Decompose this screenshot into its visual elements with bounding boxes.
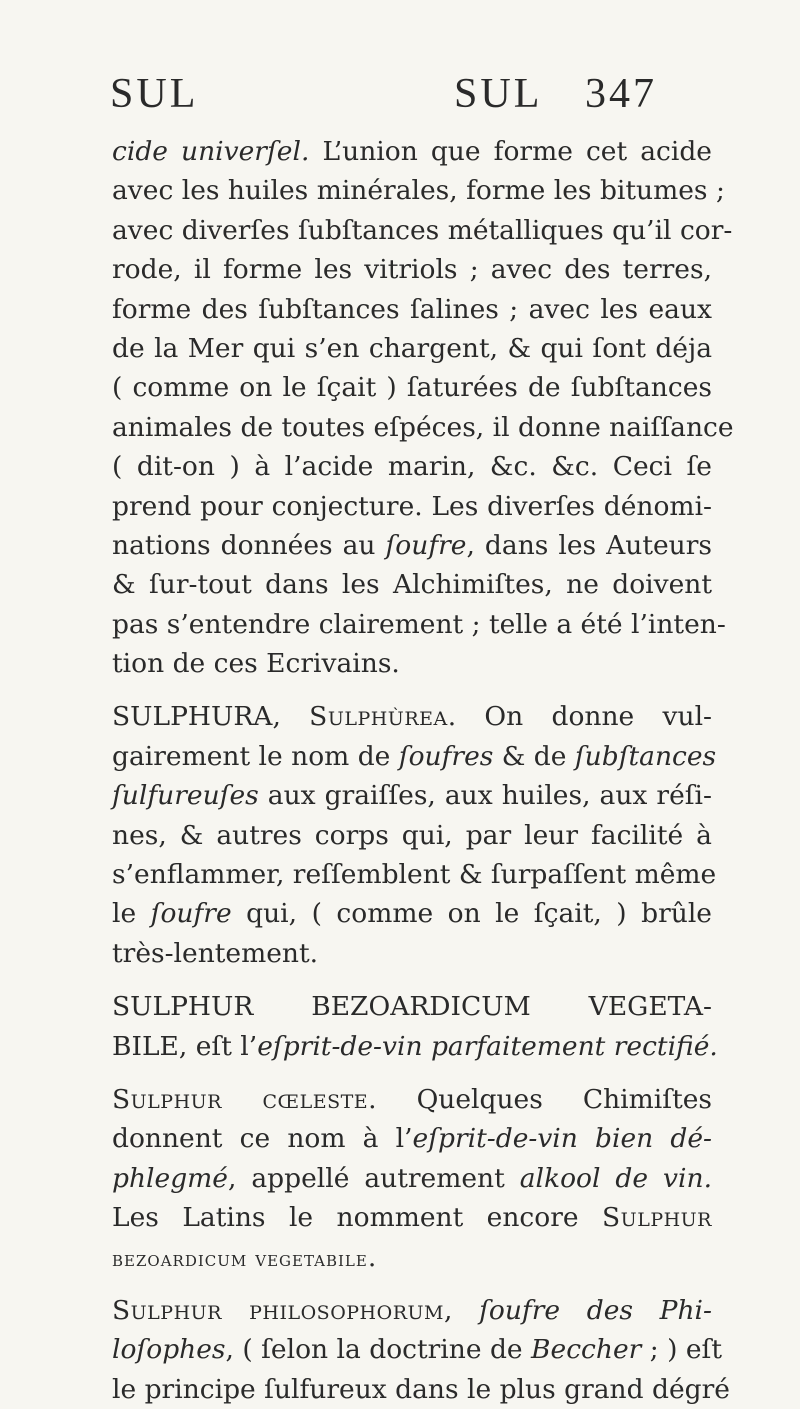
text-run: ſoufre <box>150 898 232 930</box>
text-run: & de <box>493 740 575 772</box>
text-run: Sulphur philosophorum <box>112 1294 444 1326</box>
text-run: ſoufre <box>385 529 467 561</box>
text-run: , appellé autrement <box>227 1162 520 1194</box>
text-run: BILE, eſt l’ <box>112 1030 258 1062</box>
text-line <box>112 171 725 210</box>
paragraph-p5 <box>112 1291 730 1409</box>
text-line <box>112 737 717 776</box>
text-line <box>112 368 712 407</box>
text-run: phlegmé <box>112 1162 228 1194</box>
text-run: . Quelques Chimiſtes <box>368 1083 712 1115</box>
text-run: ſulfureuſes <box>112 780 259 812</box>
text-run: de la Mer qui s’en chargent, & qui ſont déja <box>112 332 712 364</box>
text-line <box>112 408 734 447</box>
text-line <box>112 605 726 644</box>
text-line <box>112 1027 718 1066</box>
text-run: nes, & autres corps qui, par leur facilité à <box>112 819 712 851</box>
text-run: loſophes <box>112 1334 226 1366</box>
paragraph-p4 <box>112 1080 712 1277</box>
text-run: ; ) eſt <box>641 1334 722 1366</box>
text-line <box>112 1291 712 1330</box>
text-run: aux graiſſes, aux huiles, aux réſi- <box>258 780 712 812</box>
text-line <box>112 487 712 526</box>
text-run: forme des ſubſtances ſalines ; avec les eaux <box>112 293 712 325</box>
text-line <box>112 934 712 973</box>
text-run: , ( ſelon la doctrine de <box>225 1334 532 1366</box>
text-line <box>112 776 712 815</box>
text-line <box>112 1159 712 1198</box>
text-run: s’enflammer, reſſemblent & ſurpaſſent même <box>112 859 717 891</box>
text-run: rode, il forme les vitriols ; avec des terres, <box>112 254 712 286</box>
text-line <box>112 211 733 250</box>
text-line <box>112 447 712 486</box>
text-run: Beccher <box>531 1334 642 1366</box>
text-run: L’union que forme cet acide <box>309 136 712 167</box>
text-run: , <box>443 1294 480 1326</box>
text-run: bezoardicum vegetabile <box>112 1246 368 1272</box>
text-run: alkool de vin. <box>519 1162 712 1194</box>
text-line <box>112 526 712 565</box>
text-run: animales de toutes eſpéces, il donne naiſſance <box>112 411 734 443</box>
text-run: très-lentement. <box>112 937 319 969</box>
text-run: Sulphur cœleste <box>112 1083 369 1115</box>
text-run: le principe ſulfureux dans le plus grand dégré <box>112 1373 730 1405</box>
text-line <box>112 987 712 1026</box>
text-run: prend pour conjecture. Les diverſes dénomi- <box>112 490 712 522</box>
text-line <box>112 1330 722 1369</box>
text-line <box>112 816 712 855</box>
paragraph-p3 <box>112 987 718 1066</box>
text-run: nations données au <box>112 529 386 561</box>
text-run: SULPHUR BEZOARDICUM VEGETA- <box>112 991 712 1023</box>
text-run: eſprit-de-vin bien dé- <box>412 1123 712 1155</box>
text-run: cide univerſel. <box>112 136 310 167</box>
text-line <box>112 1370 730 1409</box>
running-head <box>0 70 800 130</box>
text-run: SULPHURA, <box>112 701 310 733</box>
text-run: eſprit-de-vin parfaitement rectifié. <box>257 1030 718 1062</box>
text-line <box>112 1238 712 1277</box>
text-line <box>112 855 717 894</box>
text-line <box>112 132 712 171</box>
paragraph-p1 <box>112 132 734 683</box>
text-run: qui, ( comme on le ſçait, ) brûle <box>231 898 712 930</box>
text-run: Sulphur <box>602 1202 712 1234</box>
text-run: ſoufres <box>398 740 494 772</box>
running-head-left: SUL <box>110 71 199 117</box>
text-line <box>112 894 712 933</box>
text-run: . On donne vul- <box>447 701 712 733</box>
text-run: gairement le nom de <box>112 740 399 772</box>
text-run: donnent ce nom à l’ <box>112 1123 413 1155</box>
text-line <box>112 1119 712 1158</box>
text-run: , dans les Auteurs <box>466 529 712 561</box>
text-run: avec les huiles minérales, forme les bitumes ; <box>112 175 725 207</box>
text-line <box>112 329 712 368</box>
text-run: & ſur-tout dans les Alchimiſtes, ne doivent <box>112 569 712 601</box>
text-line <box>112 250 712 289</box>
running-head-right: SUL <box>454 71 543 117</box>
text-run: pas s’entendre clairement ; telle a été l’inten- <box>112 608 726 640</box>
text-run: avec diverſes ſubſtances métalliques qu’il cor- <box>112 214 733 246</box>
page-number: 347 <box>585 71 657 117</box>
text-line <box>112 1198 712 1237</box>
text-run: le <box>112 898 151 930</box>
text-line <box>112 1080 712 1119</box>
text-line <box>112 565 712 604</box>
text-line <box>112 644 712 683</box>
text-run: ( comme on le ſçait ) ſaturées de ſubſtances <box>112 372 712 404</box>
text-run: ſoufre des Phi- <box>479 1294 712 1326</box>
text-run: Les Latins le nomment encore <box>112 1202 603 1234</box>
text-run: ſubſtances <box>574 740 717 772</box>
text-line <box>112 697 712 736</box>
text-run: ( dit-on ) à l’acide marin, &c. &c. Ceci ſe <box>112 451 712 483</box>
text-line <box>112 290 712 329</box>
body-text <box>112 132 734 1409</box>
text-run: tion de ces Ecrivains. <box>112 648 400 680</box>
paragraph-p2 <box>112 697 717 973</box>
text-run: Sulphùrea <box>309 701 448 733</box>
text-run: . <box>367 1241 377 1273</box>
